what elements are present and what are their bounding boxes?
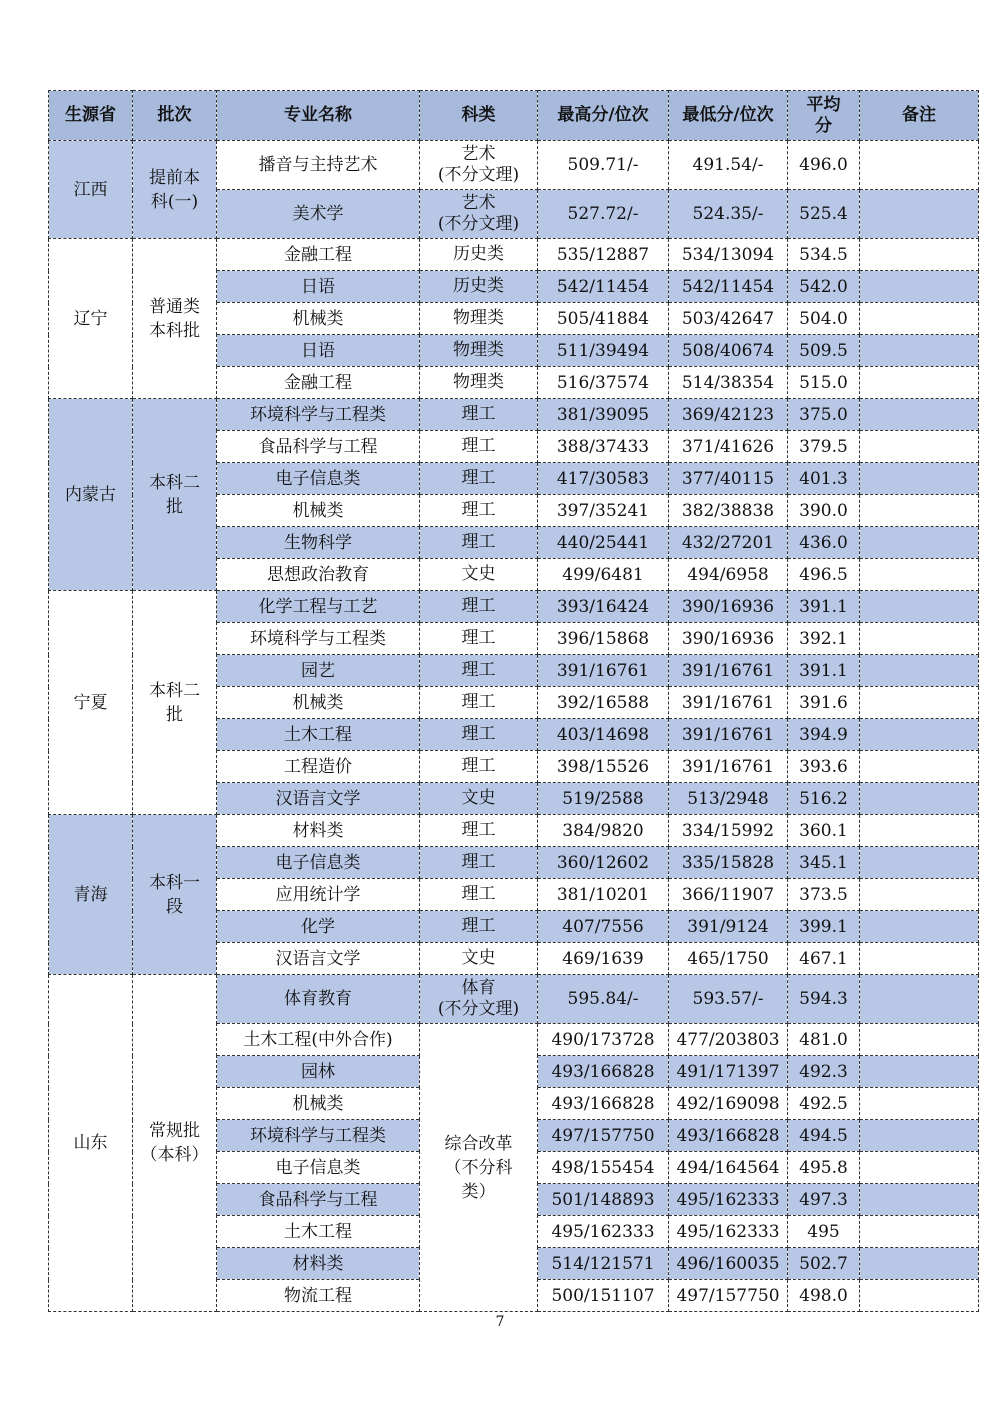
category-cell: 历史类 — [420, 239, 538, 271]
batch-cell: 本科一 段 — [133, 815, 217, 975]
major-cell: 机械类 — [217, 495, 420, 527]
header-category: 科类 — [420, 91, 538, 141]
category-cell: 文史 — [420, 559, 538, 591]
category-cell: 理工 — [420, 815, 538, 847]
table-row — [49, 239, 979, 271]
major-cell: 电子信息类 — [217, 847, 420, 879]
major-cell: 思想政治教育 — [217, 559, 420, 591]
min-score-cell: 492/169098 — [669, 1088, 788, 1120]
note-cell — [860, 655, 979, 687]
avg-score-cell: 391.6 — [788, 687, 860, 719]
category-cell: 理工 — [420, 527, 538, 559]
category-cell: 历史类 — [420, 271, 538, 303]
major-cell: 电子信息类 — [217, 463, 420, 495]
avg-score-cell: 495.8 — [788, 1152, 860, 1184]
max-score-cell: 396/15868 — [538, 623, 669, 655]
avg-score-cell: 504.0 — [788, 303, 860, 335]
major-cell: 土木工程(中外合作) — [217, 1024, 420, 1056]
note-cell — [860, 1120, 979, 1152]
category-cell: 理工 — [420, 399, 538, 431]
major-cell: 材料类 — [217, 1248, 420, 1280]
table-row — [49, 141, 979, 190]
min-score-cell: 391/9124 — [669, 911, 788, 943]
category-cell: 理工 — [420, 879, 538, 911]
min-score-cell: 382/38838 — [669, 495, 788, 527]
header-major: 专业名称 — [217, 91, 420, 141]
min-score-cell: 391/16761 — [669, 719, 788, 751]
table-row — [49, 399, 979, 431]
major-cell: 食品科学与工程 — [217, 1184, 420, 1216]
avg-score-cell: 401.3 — [788, 463, 860, 495]
note-cell — [860, 190, 979, 239]
category-cell: 理工 — [420, 495, 538, 527]
note-cell — [860, 271, 979, 303]
avg-score-cell: 492.5 — [788, 1088, 860, 1120]
note-cell — [860, 815, 979, 847]
min-score-cell: 508/40674 — [669, 335, 788, 367]
avg-score-cell: 498.0 — [788, 1280, 860, 1312]
major-cell: 机械类 — [217, 303, 420, 335]
min-score-cell: 542/11454 — [669, 271, 788, 303]
note-cell — [860, 591, 979, 623]
min-score-cell: 477/203803 — [669, 1024, 788, 1056]
major-cell: 环境科学与工程类 — [217, 623, 420, 655]
header-note: 备注 — [860, 91, 979, 141]
major-cell: 汉语言文学 — [217, 783, 420, 815]
header-batch: 批次 — [133, 91, 217, 141]
province-cell: 江西 — [49, 141, 133, 239]
major-cell: 物流工程 — [217, 1280, 420, 1312]
major-cell: 播音与主持艺术 — [217, 141, 420, 190]
note-cell — [860, 719, 979, 751]
max-score-cell: 403/14698 — [538, 719, 669, 751]
header-avg-score: 平均 分 — [788, 91, 860, 141]
note-cell — [860, 559, 979, 591]
note-cell — [860, 687, 979, 719]
category-cell: 物理类 — [420, 303, 538, 335]
major-cell: 机械类 — [217, 1088, 420, 1120]
max-score-cell: 391/16761 — [538, 655, 669, 687]
avg-score-cell: 492.3 — [788, 1056, 860, 1088]
note-cell — [860, 847, 979, 879]
major-cell: 美术学 — [217, 190, 420, 239]
note-cell — [860, 751, 979, 783]
table-row — [49, 975, 979, 1024]
max-score-cell: 493/166828 — [538, 1056, 669, 1088]
header-row — [49, 91, 979, 141]
avg-score-cell: 391.1 — [788, 655, 860, 687]
note-cell — [860, 1152, 979, 1184]
min-score-cell: 377/40115 — [669, 463, 788, 495]
min-score-cell: 391/16761 — [669, 751, 788, 783]
max-score-cell: 509.71/- — [538, 141, 669, 190]
min-score-cell: 494/6958 — [669, 559, 788, 591]
max-score-cell: 392/16588 — [538, 687, 669, 719]
min-score-cell: 391/16761 — [669, 655, 788, 687]
note-cell — [860, 1056, 979, 1088]
avg-score-cell: 542.0 — [788, 271, 860, 303]
min-score-cell: 494/164564 — [669, 1152, 788, 1184]
major-cell: 化学 — [217, 911, 420, 943]
major-cell: 应用统计学 — [217, 879, 420, 911]
min-score-cell: 391/16761 — [669, 687, 788, 719]
min-score-cell: 335/15828 — [669, 847, 788, 879]
max-score-cell: 535/12887 — [538, 239, 669, 271]
admission-score-table — [48, 90, 979, 1312]
max-score-cell: 500/151107 — [538, 1280, 669, 1312]
min-score-cell: 371/41626 — [669, 431, 788, 463]
avg-score-cell: 393.6 — [788, 751, 860, 783]
max-score-cell: 398/15526 — [538, 751, 669, 783]
avg-score-cell: 392.1 — [788, 623, 860, 655]
max-score-cell: 511/39494 — [538, 335, 669, 367]
max-score-cell: 417/30583 — [538, 463, 669, 495]
max-score-cell: 519/2588 — [538, 783, 669, 815]
major-cell: 食品科学与工程 — [217, 431, 420, 463]
avg-score-cell: 394.9 — [788, 719, 860, 751]
major-cell: 电子信息类 — [217, 1152, 420, 1184]
note-cell — [860, 431, 979, 463]
note-cell — [860, 975, 979, 1024]
category-cell: 艺术 (不分文理) — [420, 141, 538, 190]
max-score-cell: 498/155454 — [538, 1152, 669, 1184]
batch-cell: 普通类 本科批 — [133, 239, 217, 399]
max-score-cell: 490/173728 — [538, 1024, 669, 1056]
avg-score-cell: 360.1 — [788, 815, 860, 847]
note-cell — [860, 623, 979, 655]
min-score-cell: 514/38354 — [669, 367, 788, 399]
min-score-cell: 503/42647 — [669, 303, 788, 335]
category-cell: 理工 — [420, 431, 538, 463]
header-province: 生源省 — [49, 91, 133, 141]
major-cell: 金融工程 — [217, 367, 420, 399]
category-cell: 物理类 — [420, 335, 538, 367]
max-score-cell: 497/157750 — [538, 1120, 669, 1152]
header-max-score: 最高分/位次 — [538, 91, 669, 141]
province-cell: 内蒙古 — [49, 399, 133, 591]
note-cell — [860, 943, 979, 975]
avg-score-cell: 509.5 — [788, 335, 860, 367]
category-cell: 理工 — [420, 719, 538, 751]
category-cell: 理工 — [420, 687, 538, 719]
note-cell — [860, 527, 979, 559]
major-cell: 生物科学 — [217, 527, 420, 559]
min-score-cell: 534/13094 — [669, 239, 788, 271]
major-cell: 日语 — [217, 335, 420, 367]
page-number: 7 — [495, 1314, 505, 1330]
note-cell — [860, 335, 979, 367]
note-cell — [860, 463, 979, 495]
table-row — [49, 815, 979, 847]
major-cell: 园林 — [217, 1056, 420, 1088]
max-score-cell: 440/25441 — [538, 527, 669, 559]
min-score-cell: 432/27201 — [669, 527, 788, 559]
major-cell: 工程造价 — [217, 751, 420, 783]
min-score-cell: 334/15992 — [669, 815, 788, 847]
category-cell: 文史 — [420, 943, 538, 975]
note-cell — [860, 1184, 979, 1216]
min-score-cell: 593.57/- — [669, 975, 788, 1024]
max-score-cell: 469/1639 — [538, 943, 669, 975]
major-cell: 机械类 — [217, 687, 420, 719]
avg-score-cell: 375.0 — [788, 399, 860, 431]
batch-cell: 常规批 （本科） — [133, 975, 217, 1312]
category-cell: 体育 (不分文理) — [420, 975, 538, 1024]
max-score-cell: 381/10201 — [538, 879, 669, 911]
min-score-cell: 495/162333 — [669, 1184, 788, 1216]
avg-score-cell: 436.0 — [788, 527, 860, 559]
avg-score-cell: 497.3 — [788, 1184, 860, 1216]
table-body — [49, 141, 979, 1312]
max-score-cell: 381/39095 — [538, 399, 669, 431]
min-score-cell: 524.35/- — [669, 190, 788, 239]
avg-score-cell: 495 — [788, 1216, 860, 1248]
avg-score-cell: 399.1 — [788, 911, 860, 943]
min-score-cell: 369/42123 — [669, 399, 788, 431]
major-cell: 日语 — [217, 271, 420, 303]
min-score-cell: 495/162333 — [669, 1216, 788, 1248]
avg-score-cell: 496.0 — [788, 141, 860, 190]
major-cell: 环境科学与工程类 — [217, 399, 420, 431]
max-score-cell: 397/35241 — [538, 495, 669, 527]
max-score-cell: 501/148893 — [538, 1184, 669, 1216]
province-cell: 宁夏 — [49, 591, 133, 815]
max-score-cell: 384/9820 — [538, 815, 669, 847]
note-cell — [860, 911, 979, 943]
note-cell — [860, 1216, 979, 1248]
avg-score-cell: 496.5 — [788, 559, 860, 591]
table-row — [49, 591, 979, 623]
batch-cell: 提前本 科(一) — [133, 141, 217, 239]
category-cell: 理工 — [420, 623, 538, 655]
min-score-cell: 497/157750 — [669, 1280, 788, 1312]
note-cell — [860, 367, 979, 399]
max-score-cell: 516/37574 — [538, 367, 669, 399]
avg-score-cell: 494.5 — [788, 1120, 860, 1152]
note-cell — [860, 239, 979, 271]
major-cell: 汉语言文学 — [217, 943, 420, 975]
note-cell — [860, 1088, 979, 1120]
avg-score-cell: 345.1 — [788, 847, 860, 879]
max-score-cell: 388/37433 — [538, 431, 669, 463]
avg-score-cell: 525.4 — [788, 190, 860, 239]
major-cell: 园艺 — [217, 655, 420, 687]
avg-score-cell: 515.0 — [788, 367, 860, 399]
note-cell — [860, 495, 979, 527]
major-cell: 体育教育 — [217, 975, 420, 1024]
max-score-cell: 393/16424 — [538, 591, 669, 623]
category-cell: 艺术 (不分文理) — [420, 190, 538, 239]
min-score-cell: 513/2948 — [669, 783, 788, 815]
min-score-cell: 390/16936 — [669, 623, 788, 655]
note-cell — [860, 783, 979, 815]
category-cell: 理工 — [420, 751, 538, 783]
min-score-cell: 366/11907 — [669, 879, 788, 911]
note-cell — [860, 399, 979, 431]
category-cell: 理工 — [420, 911, 538, 943]
min-score-cell: 465/1750 — [669, 943, 788, 975]
avg-score-cell: 391.1 — [788, 591, 860, 623]
note-cell — [860, 1024, 979, 1056]
max-score-cell: 542/11454 — [538, 271, 669, 303]
batch-cell: 本科二 批 — [133, 591, 217, 815]
note-cell — [860, 879, 979, 911]
max-score-cell: 360/12602 — [538, 847, 669, 879]
province-cell: 青海 — [49, 815, 133, 975]
min-score-cell: 491/171397 — [669, 1056, 788, 1088]
major-cell: 材料类 — [217, 815, 420, 847]
category-cell: 物理类 — [420, 367, 538, 399]
category-cell: 综合改革 （不分科 类） — [420, 1024, 538, 1312]
max-score-cell: 499/6481 — [538, 559, 669, 591]
note-cell — [860, 141, 979, 190]
major-cell: 环境科学与工程类 — [217, 1120, 420, 1152]
note-cell — [860, 303, 979, 335]
avg-score-cell: 467.1 — [788, 943, 860, 975]
province-cell: 辽宁 — [49, 239, 133, 399]
avg-score-cell: 516.2 — [788, 783, 860, 815]
max-score-cell: 514/121571 — [538, 1248, 669, 1280]
min-score-cell: 390/16936 — [669, 591, 788, 623]
max-score-cell: 505/41884 — [538, 303, 669, 335]
max-score-cell: 493/166828 — [538, 1088, 669, 1120]
min-score-cell: 491.54/- — [669, 141, 788, 190]
category-cell: 理工 — [420, 847, 538, 879]
category-cell: 理工 — [420, 591, 538, 623]
max-score-cell: 407/7556 — [538, 911, 669, 943]
category-cell: 理工 — [420, 463, 538, 495]
max-score-cell: 527.72/- — [538, 190, 669, 239]
province-cell: 山东 — [49, 975, 133, 1312]
avg-score-cell: 379.5 — [788, 431, 860, 463]
major-cell: 金融工程 — [217, 239, 420, 271]
min-score-cell: 493/166828 — [669, 1120, 788, 1152]
min-score-cell: 496/160035 — [669, 1248, 788, 1280]
avg-score-cell: 373.5 — [788, 879, 860, 911]
avg-score-cell: 534.5 — [788, 239, 860, 271]
avg-score-cell: 481.0 — [788, 1024, 860, 1056]
header-min-score: 最低分/位次 — [669, 91, 788, 141]
note-cell — [860, 1248, 979, 1280]
category-cell: 文史 — [420, 783, 538, 815]
major-cell: 土木工程 — [217, 1216, 420, 1248]
note-cell — [860, 1280, 979, 1312]
avg-score-cell: 390.0 — [788, 495, 860, 527]
major-cell: 化学工程与工艺 — [217, 591, 420, 623]
category-cell: 理工 — [420, 655, 538, 687]
max-score-cell: 495/162333 — [538, 1216, 669, 1248]
max-score-cell: 595.84/- — [538, 975, 669, 1024]
major-cell: 土木工程 — [217, 719, 420, 751]
batch-cell: 本科二 批 — [133, 399, 217, 591]
avg-score-cell: 502.7 — [788, 1248, 860, 1280]
avg-score-cell: 594.3 — [788, 975, 860, 1024]
